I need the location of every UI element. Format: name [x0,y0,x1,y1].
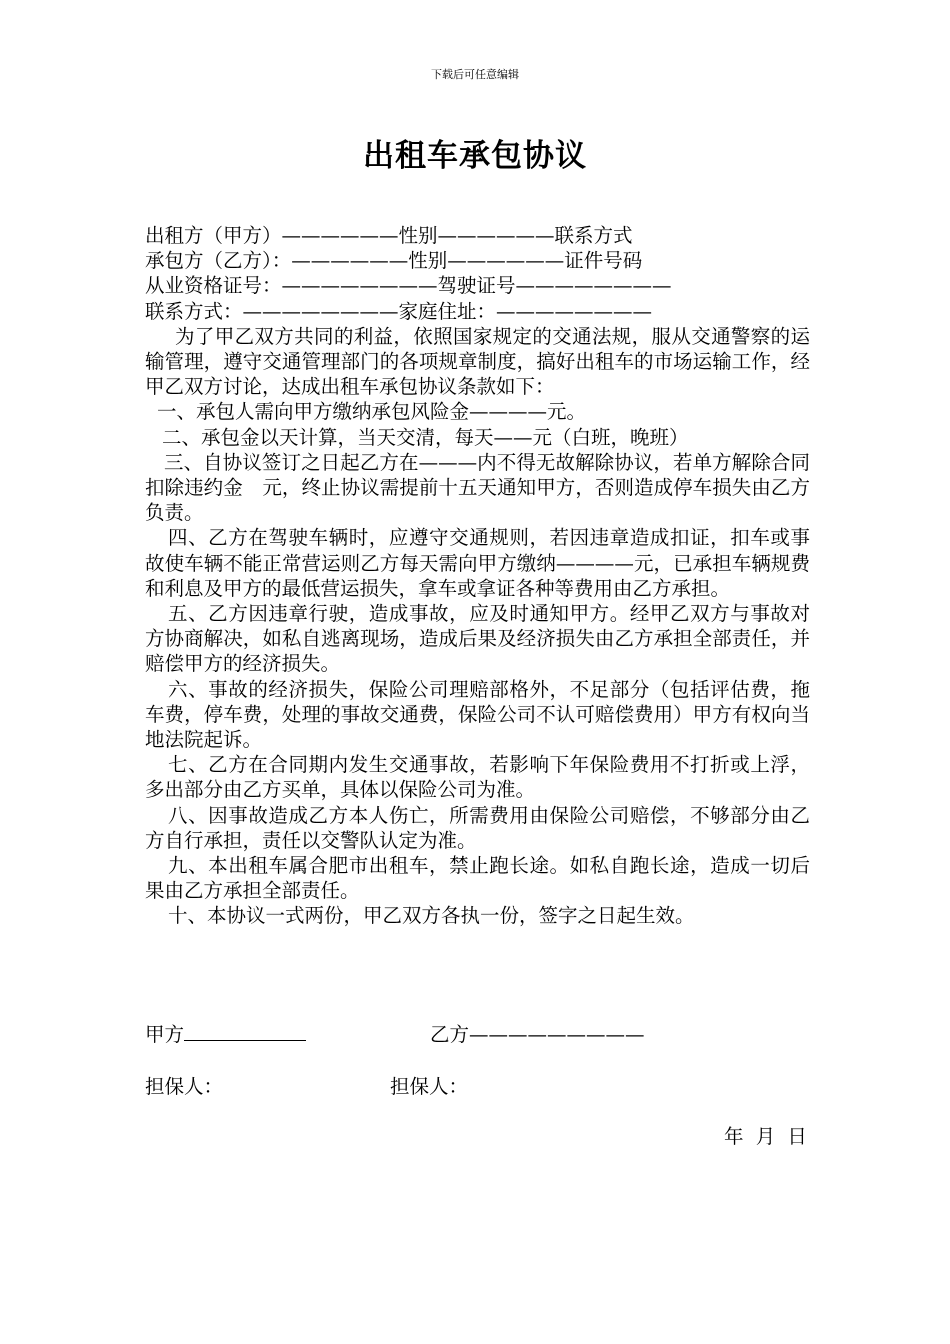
clause-4: 四、乙方在驾驶车辆时，应遵守交通规则，若因违章造成扣证，扣车或事故使车辆不能正常营运则乙方每天需向甲方缴纳————元，已承担车辆规费和利息及甲方的最低营运损失，拿车或拿证各种等费用由乙方承担。 [145,526,810,600]
clause-10: 十、本协议一式两份，甲乙双方各执一份，签字之日起生效。 [168,904,695,928]
party-a-signature-line [184,1021,306,1041]
header-note: 下载后可任意编辑 [431,68,519,81]
clause-3: 三、自协议签订之日起乙方在———内不得无故解除协议，若单方解除合同扣除违约金 元，终止协议需提前十五天通知甲方，否则造成停车损失由乙方负责。 [145,450,810,525]
clause-2: 二、承包金以天计算，当天交清，每天——元（白班，晚班） [162,425,689,449]
clause-7: 七、乙方在合同期内发生交通事故，若影响下年保险费用不打折或上浮，多出部分由乙方买单，具体以保险公司为准。 [145,753,810,802]
party-b-signature: 乙方————————— [430,1023,645,1046]
signing-date: 年 月 日 [724,1125,810,1148]
party-line-contact: 联系方式：————————家庭住址：———————— [145,299,653,323]
document-title: 出租车承包协议 [363,138,587,174]
party-line-license: 从业资格证号：————————驾驶证号———————— [145,274,672,298]
party-a-label: 甲方 [145,1023,185,1046]
guarantor-a: 担保人： [145,1075,224,1098]
party-a-signature [145,1019,306,1047]
party-line-contractor: 承包方（乙方）：——————性别——————证件号码 [145,249,643,273]
clause-8: 八、因事故造成乙方本人伤亡，所需费用由保险公司赔偿，不够部分由乙方自行承担，责任以交警队认定为准。 [145,803,810,852]
clause-6: 六、事故的经济损失，保险公司理赔部格外，不足部分（包括评估费，拖车费，停车费，处理的事故交通费，保险公司不认可赔偿费用）甲方有权向当地法院起诉。 [145,677,810,752]
clause-9: 九、本出租车属合肥市出租车，禁止跑长途。如私自跑长途，造成一切后果由乙方承担全部责任。 [145,854,810,903]
guarantor-b: 担保人： [390,1075,469,1098]
document-body [145,223,810,929]
clause-5: 五、乙方因违章行驶，造成事故，应及时通知甲方。经甲乙双方与事故对方协商解决，如私自逃离现场，造成后果及经济损失由乙方承担全部责任，并赔偿甲方的经济损失。 [145,602,810,676]
clause-1: 一、承包人需向甲方缴纳承包风险金————元。 [157,400,587,424]
party-line-lessor: 出租方（甲方）——————性别——————联系方式 [145,224,633,247]
intro-paragraph: 为了甲乙双方共同的利益，依照国家规定的交通法规，服从交通警察的运输管理，遵守交通管理部门的各项规章制度，搞好出租车的市场运输工作，经甲乙双方讨论，达成出租车承包协议条款如下： [145,324,810,399]
